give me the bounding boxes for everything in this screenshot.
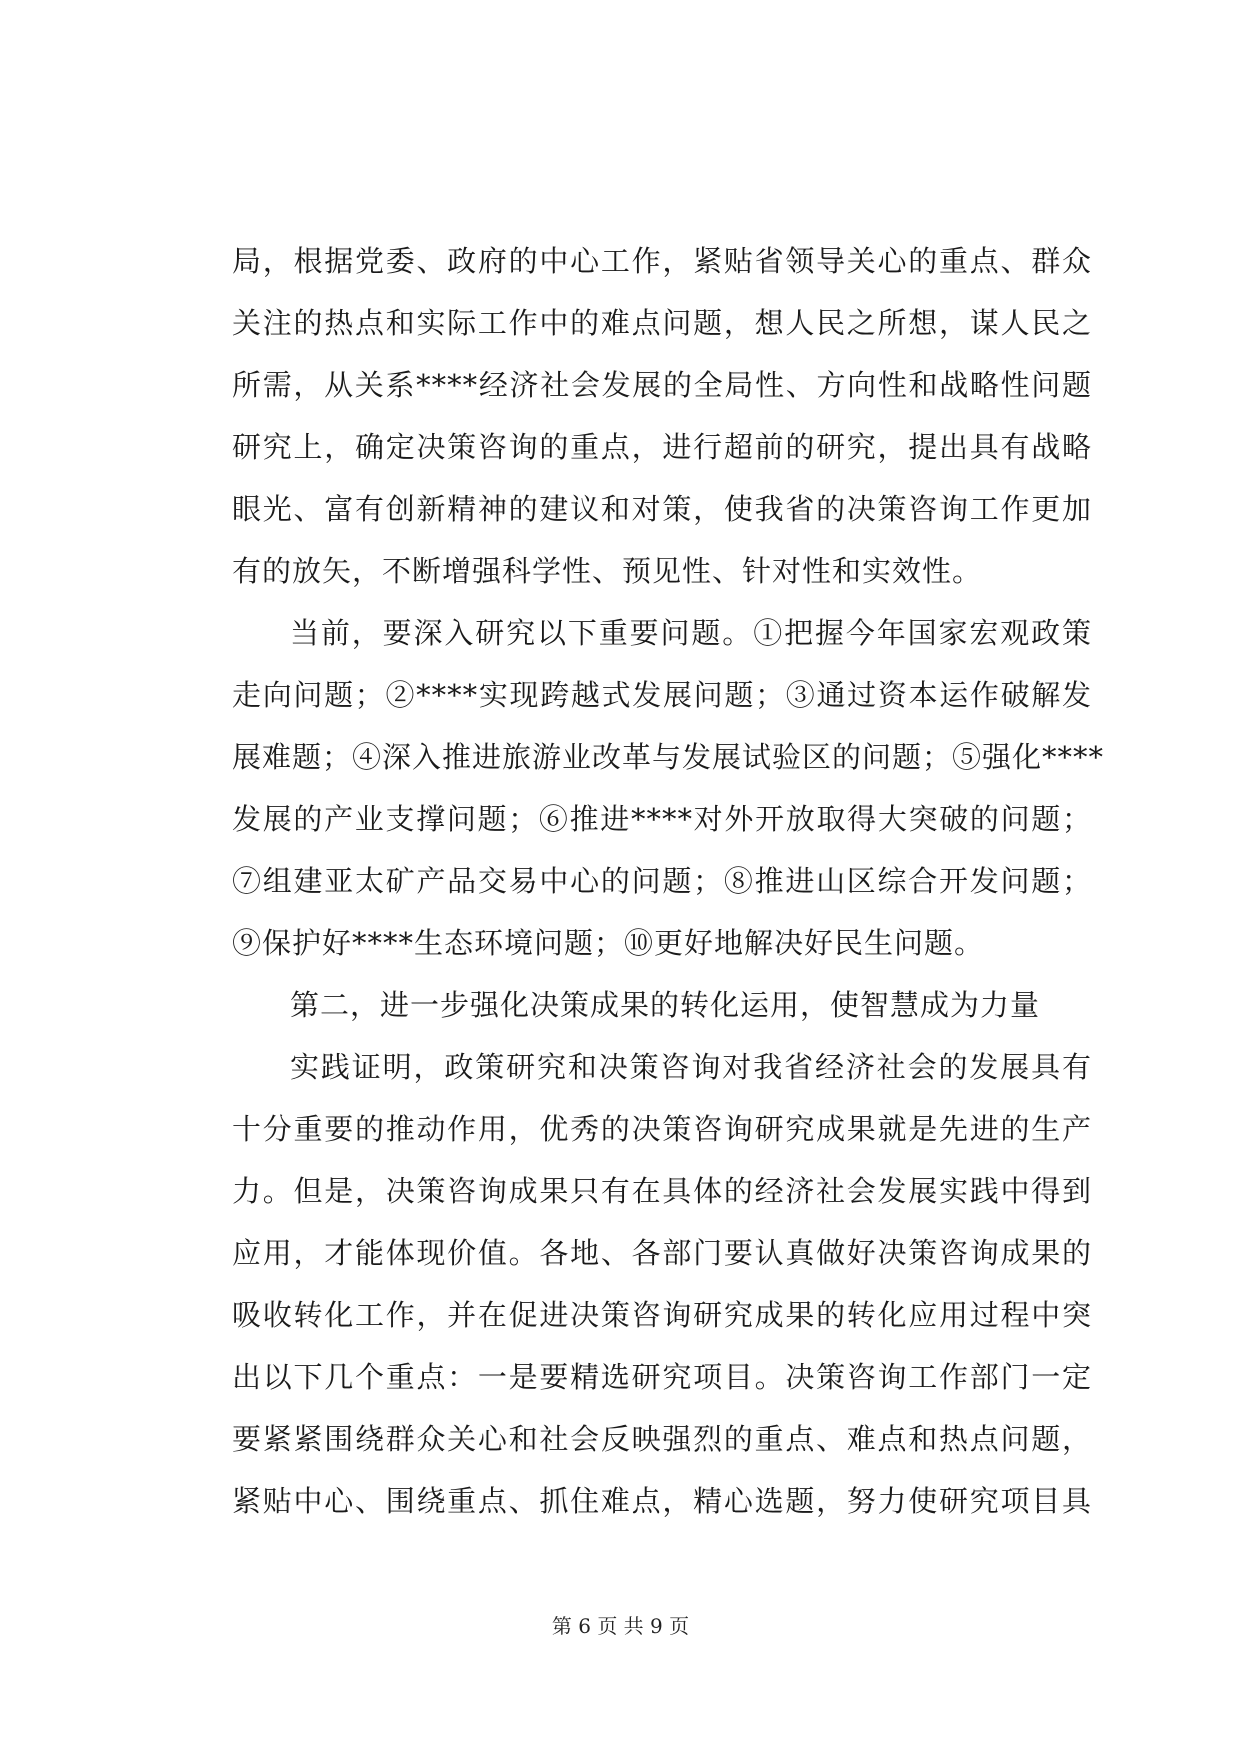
text-line: 第二，进一步强化决策成果的转化运用，使智慧成为力量	[290, 988, 1041, 1022]
text-line: 力。但是，决策咨询成果只有在具体的经济社会发展实践中得到	[232, 1174, 1092, 1208]
text-line: 所需，从关系****经济社会发展的全局性、方向性和战略性问题	[232, 368, 1092, 402]
text-line: ⑦组建亚太矿产品交易中心的问题；⑧推进山区综合开发问题；	[232, 864, 1092, 898]
text-line: 出以下几个重点：一是要精选研究项目。决策咨询工作部门一定	[232, 1360, 1092, 1394]
text-line: 应用，才能体现价值。各地、各部门要认真做好决策咨询成果的	[232, 1236, 1092, 1270]
text-line: ⑨保护好****生态环境问题；⑩更好地解决好民生问题。	[232, 926, 985, 960]
text-line: 紧贴中心、围绕重点、抓住难点，精心选题，努力使研究项目具	[232, 1484, 1092, 1518]
text-line: 关注的热点和实际工作中的难点问题，想人民之所想，谋人民之	[232, 306, 1092, 340]
text-line: 十分重要的推动作用，优秀的决策咨询研究成果就是先进的生产	[232, 1112, 1092, 1146]
text-line: 有的放矢，不断增强科学性、预见性、针对性和实效性。	[232, 554, 983, 588]
page-footer: 第 6 页 共 9 页	[551, 1614, 690, 1638]
text-line: 当前，要深入研究以下重要问题。①把握今年国家宏观政策	[290, 616, 1092, 650]
text-line: 走向问题；②****实现跨越式发展问题；③通过资本运作破解发	[232, 678, 1092, 712]
text-line: 展难题；④深入推进旅游业改革与发展试验区的问题；⑤强化****	[232, 740, 1105, 774]
text-line: 研究上，确定决策咨询的重点，进行超前的研究，提出具有战略	[232, 430, 1092, 464]
document-body	[232, 230, 1105, 1532]
text-line: 要紧紧围绕群众关心和社会反映强烈的重点、难点和热点问题，	[232, 1422, 1092, 1456]
text-line: 眼光、富有创新精神的建议和对策，使我省的决策咨询工作更加	[232, 492, 1092, 526]
text-line: 发展的产业支撑问题；⑥推进****对外开放取得大突破的问题；	[232, 802, 1092, 836]
text-line: 吸收转化工作，并在促进决策咨询研究成果的转化应用过程中突	[232, 1298, 1092, 1332]
text-line: 局，根据党委、政府的中心工作，紧贴省领导关心的重点、群众	[232, 244, 1092, 278]
text-line: 实践证明，政策研究和决策咨询对我省经济社会的发展具有	[290, 1050, 1092, 1084]
